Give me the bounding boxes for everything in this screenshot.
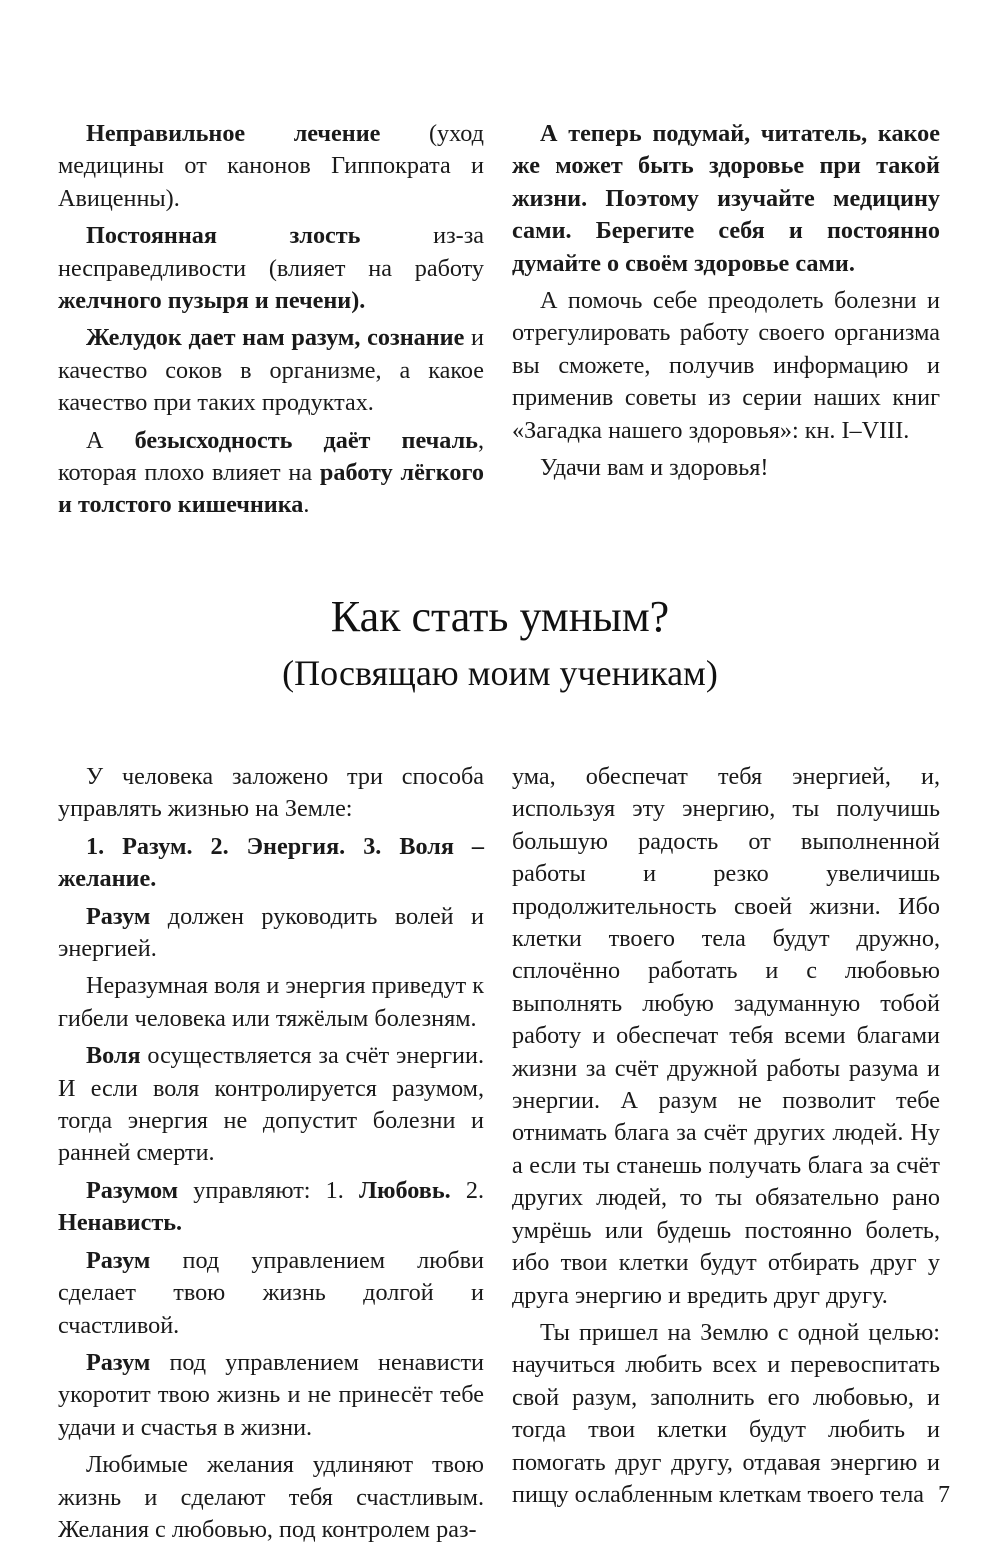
section-subtitle: (Посвящаю моим ученикам) <box>282 653 718 693</box>
paragraph: Желудок дает нам разум, сознание и качество соков в организме, а какое качество при таких продуктах. <box>58 324 484 417</box>
paragraph: Ты пришел на Землю с одной целью: научиться любить всех и перевоспитать свой разум, заполнить его любовью, и тогда твои клетки будут любить и помогать друг другу, отдавая энергию и пищу ослабленным клеткам твоего тела <box>512 1318 940 1508</box>
paragraph: Неправильное лечение (уход медицины от канонов Гиппократа и Авиценны). <box>58 120 484 212</box>
bottom-left-column <box>58 761 484 1551</box>
paragraph: А теперь подумай, читатель, какое же может быть здоровье при такой жизни. Поэтому изучайте медицину сами. Берегите себя и постоянно думайте о своём здоровье сами. <box>512 120 940 277</box>
paragraph: А безысходность даёт печаль, которая плохо влияет на работу лёгкого и толстого кишечника. <box>58 426 484 519</box>
top-left-column <box>58 118 484 527</box>
paragraph: А помочь себе преодолеть болезни и отрегулировать работу своего организма вы сможете, получив информацию и применив советы из серии наших книг «Загадка нашего здоровья»: кн. I–VIII. <box>512 287 940 444</box>
paragraph: Любимые желания удлиняют твою жизнь и сделают тебя счастливым. Желания с любовью, под контролем раз- <box>58 1451 484 1543</box>
paragraph: Разум под управлением ненависти укоротит твою жизнь и не принесёт тебе удачи и счастья в жизни. <box>58 1348 484 1441</box>
paragraph: Воля осуществляется за счёт энергии. И если воля контролируется разумом, тогда энергия не допустит болезни и ранней смерти. <box>58 1042 484 1167</box>
top-right-column <box>512 118 940 489</box>
bottom-right-column <box>512 761 940 1516</box>
paragraph: Постоянная злость из-за несправедливости (влияет на работу желчного пузыря и печени). <box>58 222 484 315</box>
paragraph: Разум под управлением любви сделает твою жизнь долгой и счастливой. <box>58 1246 484 1339</box>
section-title: Как стать умным? <box>330 592 670 641</box>
paragraph: Неразумная воля и энергия приведут к гибели человека или тяжёлым болезням. <box>58 972 484 1032</box>
paragraph: Разумом управляют: 1. Любовь. 2. Ненависть. <box>58 1176 484 1237</box>
paragraph: ума, обеспечат тебя энергией, и, используя эту энергию, ты получишь большую радость от выполненной работы и резко увеличишь продолжительность своей жизни. Ибо клетки твоего тела будут дружно, сплочённо работать и с любовью выполнять любую задуманную тобой работу и обеспечат тебя всеми благами жизни за счёт дружной работы разума и энергии. А разум не позволит тебе отнимать блага за счёт других людей. Ну а если ты станешь получать блага за счёт других людей, то ты обязательно рано умрёшь или будешь постоянно болеть, ибо твои клетки будут отбирать друг у друга энергию и вредить друг другу. <box>512 763 940 1309</box>
paragraph: Удачи вам и здоровья! <box>540 454 769 482</box>
page-number: 7 <box>938 1482 950 1508</box>
paragraph: У человека заложено три способа управлять жизнью на Земле: <box>58 763 484 823</box>
paragraph: 1. Разум. 2. Энергия. 3. Воля – желание. <box>58 832 484 893</box>
paragraph: Разум должен руководить волей и энергией. <box>58 902 484 963</box>
